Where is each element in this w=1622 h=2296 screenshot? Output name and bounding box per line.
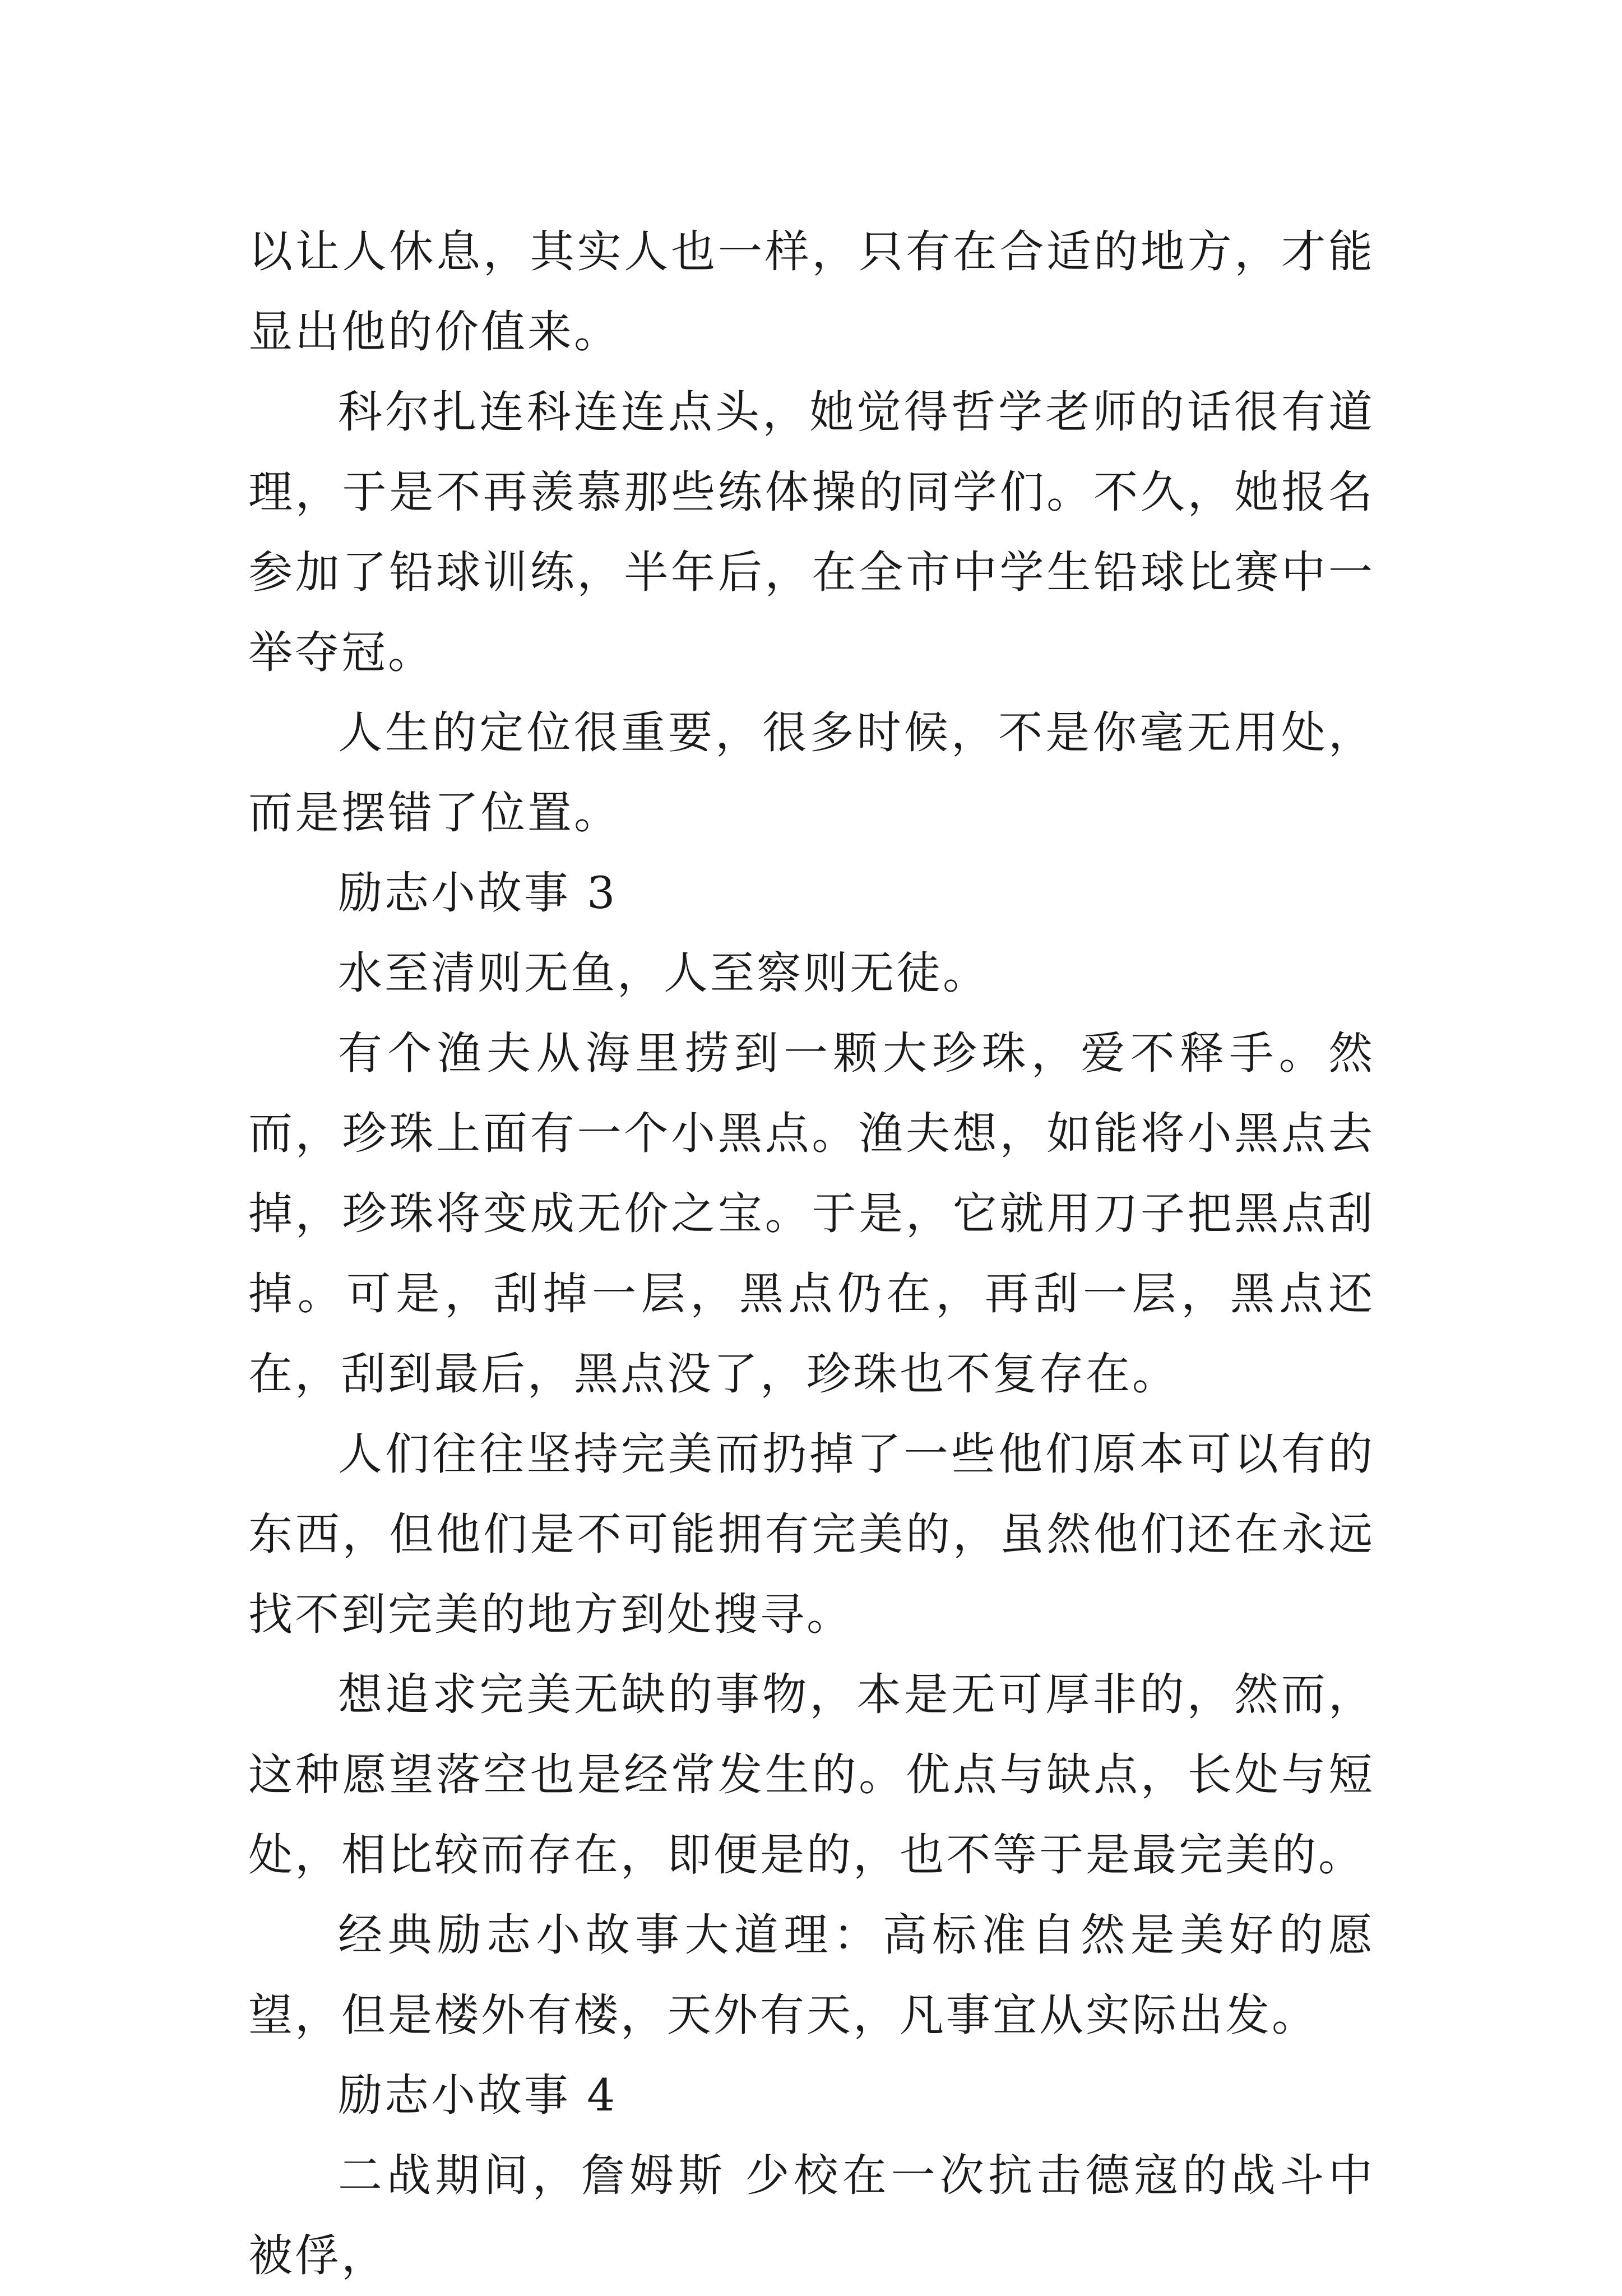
paragraph-continuation: 以让人休息，其实人也一样，只有在合适的地方，才能显出他的价值来。: [248, 226, 1375, 358]
story-4-heading: 励志小故事 4: [338, 2070, 618, 2121]
story-3-heading: 励志小故事 3: [338, 867, 618, 919]
paragraph-perfection: 人们往往坚持完美而扔掉了一些他们原本可以有的东西，但他们是不可能拥有完美的，虽然他们还在永远找不到完美的地方到处搜寻。: [248, 1428, 1375, 1640]
paragraph-wwii: 二战期间，詹姆斯 少校在一次抗击德寇的战斗中被俘，: [248, 2150, 1375, 2281]
paragraph-kolzhalenko: 科尔扎连科连连点头，她觉得哲学老师的话很有道理，于是不再羡慕那些练体操的同学们。不久，她报名参加了铅球训练，半年后，在全市中学生铅球比赛中一举夺冠。: [248, 386, 1375, 678]
paragraph-flaws: 想追求完美无缺的事物，本是无可厚非的，然而，这种愿望落空也是经常发生的。优点与缺点，长处与短处，相比较而存在，即便是的，也不等于是最完美的。: [248, 1669, 1375, 1881]
paragraph-moral: 经典励志小故事大道理：高标准自然是美好的愿望，但是楼外有楼，天外有天，凡事宜从实际出发。: [248, 1909, 1375, 2041]
paragraph-pearl-story: 有个渔夫从海里捞到一颗大珍珠，爱不释手。然而，珍珠上面有一个小黑点。渔夫想，如能将小黑点去掉，珍珠将变成无价之宝。于是，它就用刀子把黑点刮掉。可是，刮掉一层，黑点仍在，再刮一层，黑点还在，刮到最后，黑点没了，珍珠也不复存在。: [248, 1027, 1375, 1400]
paragraph-proverb: 水至清则无鱼，人至察则无徒。: [338, 947, 989, 999]
paragraph-positioning: 人生的定位很重要，很多时候，不是你毫无用处，而是摆错了位置。: [248, 707, 1375, 839]
document-body: [248, 212, 1375, 2296]
